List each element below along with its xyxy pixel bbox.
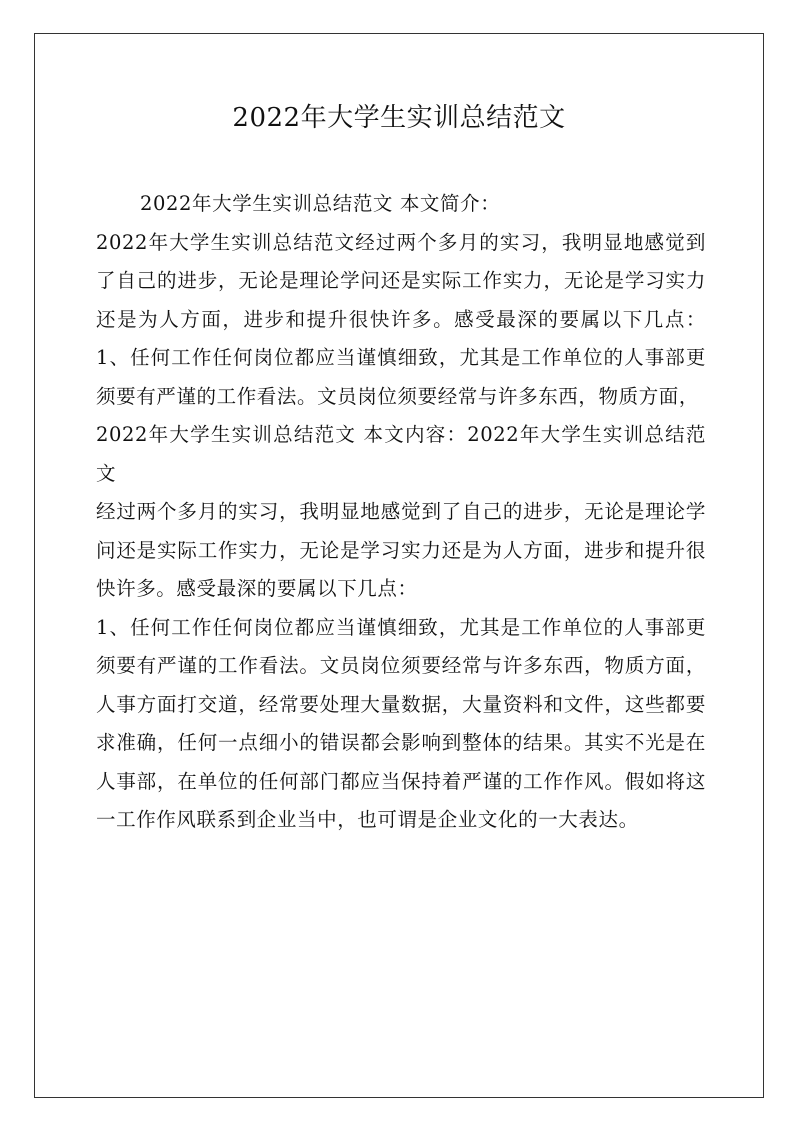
paragraph-body-1: 经过两个多月的实习，我明显地感觉到了自己的进步，无论是理论学问还是实际工作实力，无论是学习实力还是为人方面，进步和提升很快许多。感受最深的要属以下几点： [96, 500, 706, 600]
document-title: 2022年大学生实训总结范文 [232, 103, 566, 133]
paragraph-intro-heading: 2022年大学生实训总结范文 本文简介： [140, 192, 501, 215]
paragraph-content-heading: 2022年大学生实训总结范文 本文内容：2022年大学生实训总结范文 [96, 423, 706, 485]
document-body [96, 185, 706, 840]
paragraph-summary: 2022年大学生实训总结范文经过两个多月的实习，我明显地感觉到了自己的进步，无论是理论学问还是实际工作实力，无论是学习实力还是为人方面，进步和提升很快许多。感受最深的要属以下几点：1、任何工作任何岗位都应当谨慎细致，尤其是工作单位的人事部更须要有严谨的工作看法。文员岗位须要经常与许多东西，物质方面， [96, 230, 706, 408]
paragraph-body-2: 1、任何工作任何岗位都应当谨慎细致，尤其是工作单位的人事部更须要有严谨的工作看法。文员岗位须要经常与许多东西，物质方面，人事方面打交道，经常要处理大量数据，大量资料和文件，这些都要求准确，任何一点细小的错误都会影响到整体的结果。其实不光是在人事部，在单位的任何部门都应当保持着严谨的工作作风。假如将这一工作作风联系到企业当中，也可谓是企业文化的一大表达。 [96, 615, 706, 831]
